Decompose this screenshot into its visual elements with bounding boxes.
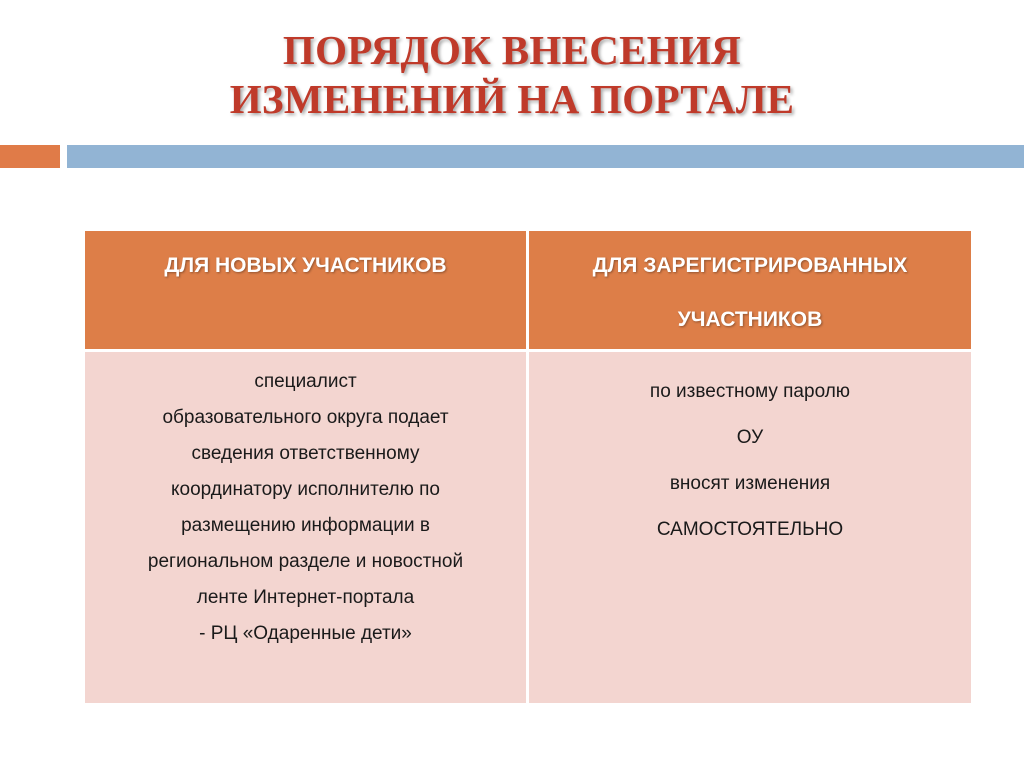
cell-text-line: вносят изменения: [669, 473, 831, 494]
cell-text-line: региональном разделе и новостной: [147, 551, 464, 572]
decorative-orange-bar: [0, 145, 60, 168]
cell-text-line: САМОСТОЯТЕЛЬНО: [656, 519, 844, 540]
cell-text-line: образовательного округа подает: [162, 407, 449, 428]
decorative-blue-bar: [67, 145, 1024, 168]
table-cell-new-participants: [85, 352, 526, 703]
header-text-line: ДЛЯ ЗАРЕГИСТРИРОВАННЫХ: [592, 254, 908, 277]
cell-text-line: - РЦ «Одаренные дети»: [199, 623, 412, 644]
cell-text-line: специалист: [254, 371, 357, 392]
cell-text-line: ленте Интернет-портала: [196, 587, 415, 608]
table-header-new-participants: [85, 231, 526, 349]
slide-title-line-1: ПОРЯДОК ВНЕСЕНИЯ: [282, 27, 742, 73]
comparison-table: [85, 231, 971, 703]
cell-text-line: по известному паролю: [649, 381, 851, 402]
header-text-line: УЧАСТНИКОВ: [677, 308, 823, 331]
table-header-registered-participants: [529, 231, 971, 349]
table-cell-registered-participants: [529, 352, 971, 703]
slide-title: [0, 26, 1024, 124]
cell-text-line: координатору исполнителю по: [171, 479, 440, 500]
cell-text-line: сведения ответственному: [191, 443, 420, 464]
cell-text-line: ОУ: [736, 427, 764, 448]
cell-text-line: размещению информации в: [181, 515, 430, 536]
slide-title-line-2: ИЗМЕНЕНИЙ НА ПОРТАЛЕ: [229, 76, 795, 122]
header-text-line: ДЛЯ НОВЫХ УЧАСТНИКОВ: [164, 254, 447, 277]
